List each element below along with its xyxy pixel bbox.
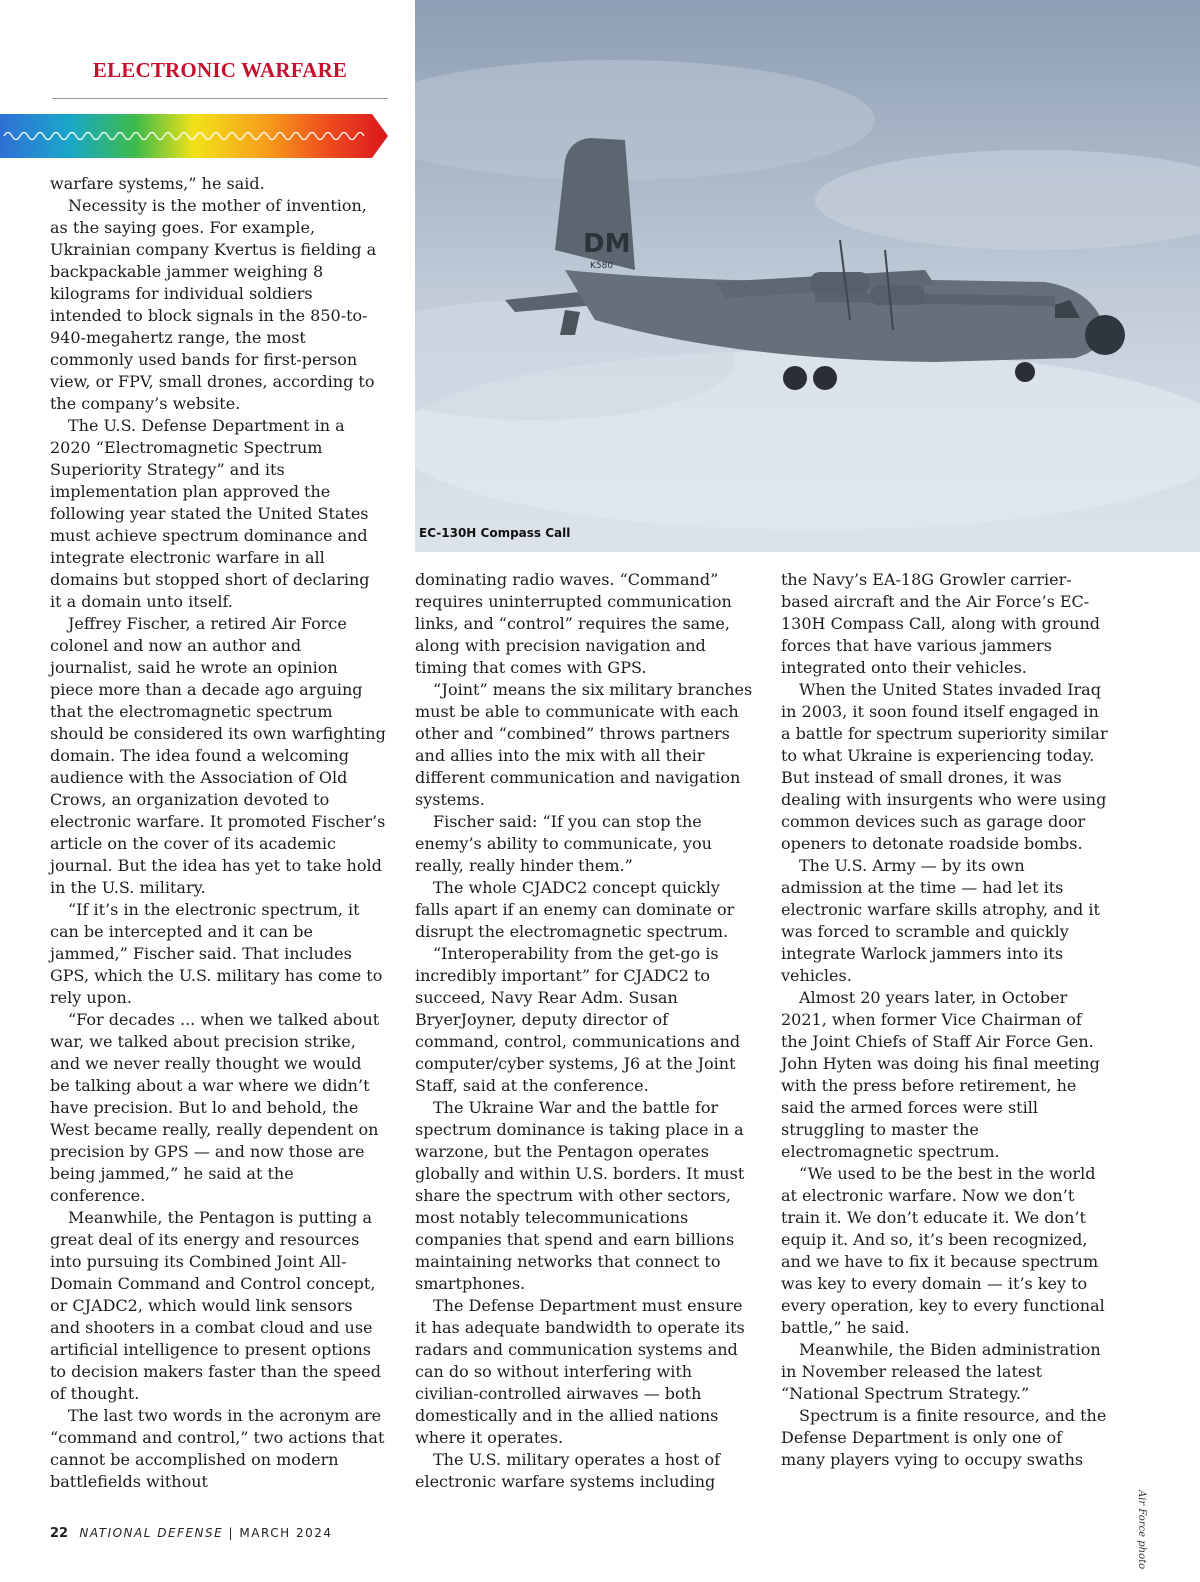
paragraph: The Ukraine War and the battle for spectrum dominance is taking place in a warzone, but the Pentagon operates globally and within U.S. borders. It must share the spectrum with other sectors, most notably telecommunications companies that spend and earn billions maintaining networks that connect to smartphones. <box>415 1098 745 1293</box>
paragraph: The U.S. Army — by its own admission at the time — had let its electronic warfare skills atrophy, and it was forced to scramble and quickly integrate Warlock jammers into its vehicles. <box>781 856 1100 985</box>
column-right <box>781 569 1111 1471</box>
paragraph: “We used to be the best in the world at electronic warfare. Now we don’t train it. We don’t educate it. We don’t equip it. And so, it’s been recognized, and we have to fix it because spectrum was key to every domain — it’s key to every operation, key to every functional battle,” he said. <box>781 1164 1105 1337</box>
paragraph: dominating radio waves. “Command” requires uninterrupted communication links, and “control” requires the same, along with precision navigation and timing that comes with GPS. <box>415 570 732 677</box>
paragraph: The U.S. Defense Department in a 2020 “Electromagnetic Spectrum Superiority Strategy” and its implementation plan approved the following year stated the United States must achieve spectrum dominance and integrate electronic warfare in all domains but stopped short of declaring it a domain unto itself. <box>50 416 370 611</box>
paragraph: Meanwhile, the Pentagon is putting a great deal of its energy and resources into pursuing its Combined Joint All-Domain Command and Control concept, or CJADC2, which would link sensors and shooters in a combat cloud and use artificial intelligence to present options to decision makers faster than the speed of thought. <box>50 1208 381 1403</box>
photo-credit: Air Force photo <box>1136 1490 1147 1570</box>
paragraph: The U.S. military operates a host of electronic warfare systems including <box>415 1450 721 1491</box>
footer-separator: | <box>228 1526 235 1540</box>
paragraph: Spectrum is a finite resource, and the Defense Department is only one of many players vying to occupy swaths <box>781 1406 1107 1469</box>
publication-name: NATIONAL DEFENSE <box>79 1526 224 1540</box>
column-middle <box>415 569 755 1493</box>
paragraph: warfare systems,” he said. <box>50 174 265 193</box>
paragraph: The whole CJADC2 concept quickly falls apart if an enemy can dominate or disrupt the electromagnetic spectrum. <box>415 878 735 941</box>
paragraph: The Defense Department must ensure it has adequate bandwidth to operate its radars and communication systems and can do so without interfering with civilian-controlled airwaves — both domestically and in the allied nations where it operates. <box>415 1296 745 1447</box>
photo-caption: EC-130H Compass Call <box>419 526 571 540</box>
page-number: 22 <box>50 1526 69 1541</box>
paragraph: Necessity is the mother of invention, as the saying goes. For example, Ukrainian company Kvertus is fielding a backpackable jammer weighing 8 kilograms for individual soldiers intended to block signals in the 850-to-940-megahertz range, the most commonly used bands for first-person view, or FPV, small drones, according to the company’s website. <box>50 196 377 413</box>
column-left <box>50 173 386 1493</box>
tail-code: DM <box>583 229 631 259</box>
spectrum-banner <box>0 112 390 160</box>
paragraph: The last two words in the acronym are “command and control,” two actions that cannot be accomplished on modern battlefields without <box>50 1406 385 1491</box>
paragraph: “If it’s in the electronic spectrum, it can be intercepted and it can be jammed,” Fischer said. That includes GPS, which the U.S. military has come to rely upon. <box>50 900 383 1007</box>
tail-number: K580 <box>590 261 614 271</box>
paragraph: When the United States invaded Iraq in 2003, it soon found itself engaged in a battle for spectrum superiority similar to what Ukraine is experiencing today. But instead of small drones, it was dealing with insurgents who were using common devices such as garage door openers to detonate roadside bombs. <box>781 680 1108 853</box>
paragraph: Fischer said: “If you can stop the enemy’s ability to communicate, you really, really hinder them.” <box>415 812 712 875</box>
paragraph: “Joint” means the six military branches must be able to communicate with each other and “combined” throws partners and allies into the mix with all their different communication and navigation systems. <box>415 680 753 809</box>
ec130h-aircraft-image <box>415 0 1200 552</box>
header-rule <box>52 98 388 99</box>
paragraph: Almost 20 years later, in October 2021, when former Vice Chairman of the Joint Chiefs of Staff Air Force Gen. John Hyten was doing his final meeting with the press before retirement, he said the armed forces were still struggling to master the electromagnetic spectrum. <box>781 988 1100 1161</box>
aircraft-photo <box>415 0 1200 552</box>
section-label: ELECTRONIC WARFARE <box>92 58 348 82</box>
issue-date: MARCH 2024 <box>239 1526 333 1540</box>
paragraph: Jeffrey Fischer, a retired Air Force colonel and now an author and journalist, said he wrote an opinion piece more than a decade ago arguing that the electromagnetic spectrum should be considered its own warfighting domain. The idea found a welcoming audience with the Association of Old Crows, an organization devoted to electronic warfare. It promoted Fischer’s article on the cover of its academic journal. But the idea has yet to take hold in the U.S. military. <box>50 614 386 897</box>
paragraph: Meanwhile, the Biden administration in November released the latest “National Spectrum Strategy.” <box>781 1340 1101 1403</box>
paragraph: the Navy’s EA-18G Growler carrier-based aircraft and the Air Force’s EC-130H Compass Call, along with ground forces that have various jammers integrated onto their vehicles. <box>781 570 1101 677</box>
paragraph: “For decades ... when we talked about war, we talked about precision strike, and we never really thought we would be talking about a war where we didn’t have precision. But lo and behold, the West became really, really dependent on precision by GPS — and now those are being jammed,” he said at the conference. <box>50 1010 380 1205</box>
paragraph: “Interoperability from the get-go is incredibly important” for CJADC2 to succeed, Navy Rear Adm. Susan BryerJoyner, deputy director of command, control, communications and computer/cyber systems, J6 at the Joint Staff, said at the conference. <box>415 944 741 1095</box>
page-footer <box>50 1526 332 1541</box>
